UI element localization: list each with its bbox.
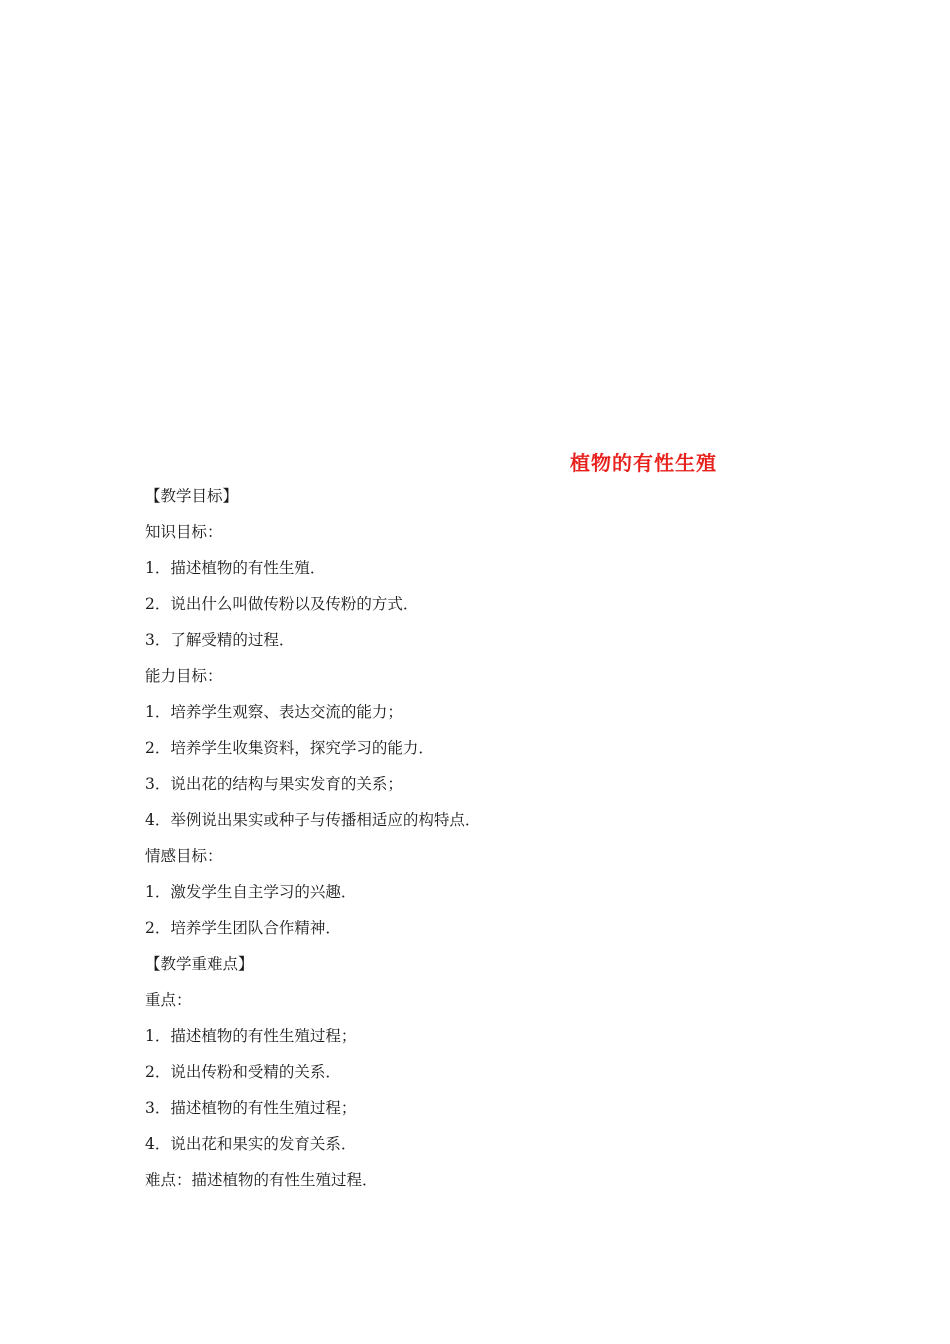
list-item: 2．培养学生团队合作精神．: [145, 919, 341, 937]
subheading-ability-goals: 能力目标：: [145, 667, 223, 685]
list-item: 1．描述植物的有性生殖．: [145, 559, 326, 577]
list-item: 3．了解受精的过程．: [145, 631, 295, 649]
difficulty-line: 难点：描述植物的有性生殖过程．: [145, 1171, 378, 1189]
list-item: 1．培养学生观察、表达交流的能力；: [145, 703, 403, 721]
document-title: 植物的有性生殖: [570, 451, 717, 475]
list-item: 2．说出什么叫做传粉以及传粉的方式．: [145, 595, 419, 613]
list-item: 4．说出花和果实的发育关系．: [145, 1135, 357, 1153]
section-heading-teaching-goals: 【教学目标】: [145, 487, 239, 505]
subheading-key-points: 重点：: [145, 991, 192, 1009]
list-item: 1．描述植物的有性生殖过程；: [145, 1027, 357, 1045]
subheading-emotion-goals: 情感目标：: [145, 847, 223, 865]
section-heading-key-difficulties: 【教学重难点】: [145, 955, 254, 973]
list-item: 1．激发学生自主学习的兴趣．: [145, 883, 357, 901]
list-item: 2．培养学生收集资料，探究学习的能力．: [145, 739, 434, 757]
list-item: 3．描述植物的有性生殖过程；: [145, 1099, 357, 1117]
list-item: 2．说出传粉和受精的关系．: [145, 1063, 341, 1081]
subheading-knowledge-goals: 知识目标：: [145, 523, 223, 541]
list-item: 4．举例说出果实或种子与传播相适应的构特点．: [145, 811, 481, 829]
document-body: [145, 484, 845, 1204]
list-item: 3．说出花的结构与果实发育的关系；: [145, 775, 403, 793]
